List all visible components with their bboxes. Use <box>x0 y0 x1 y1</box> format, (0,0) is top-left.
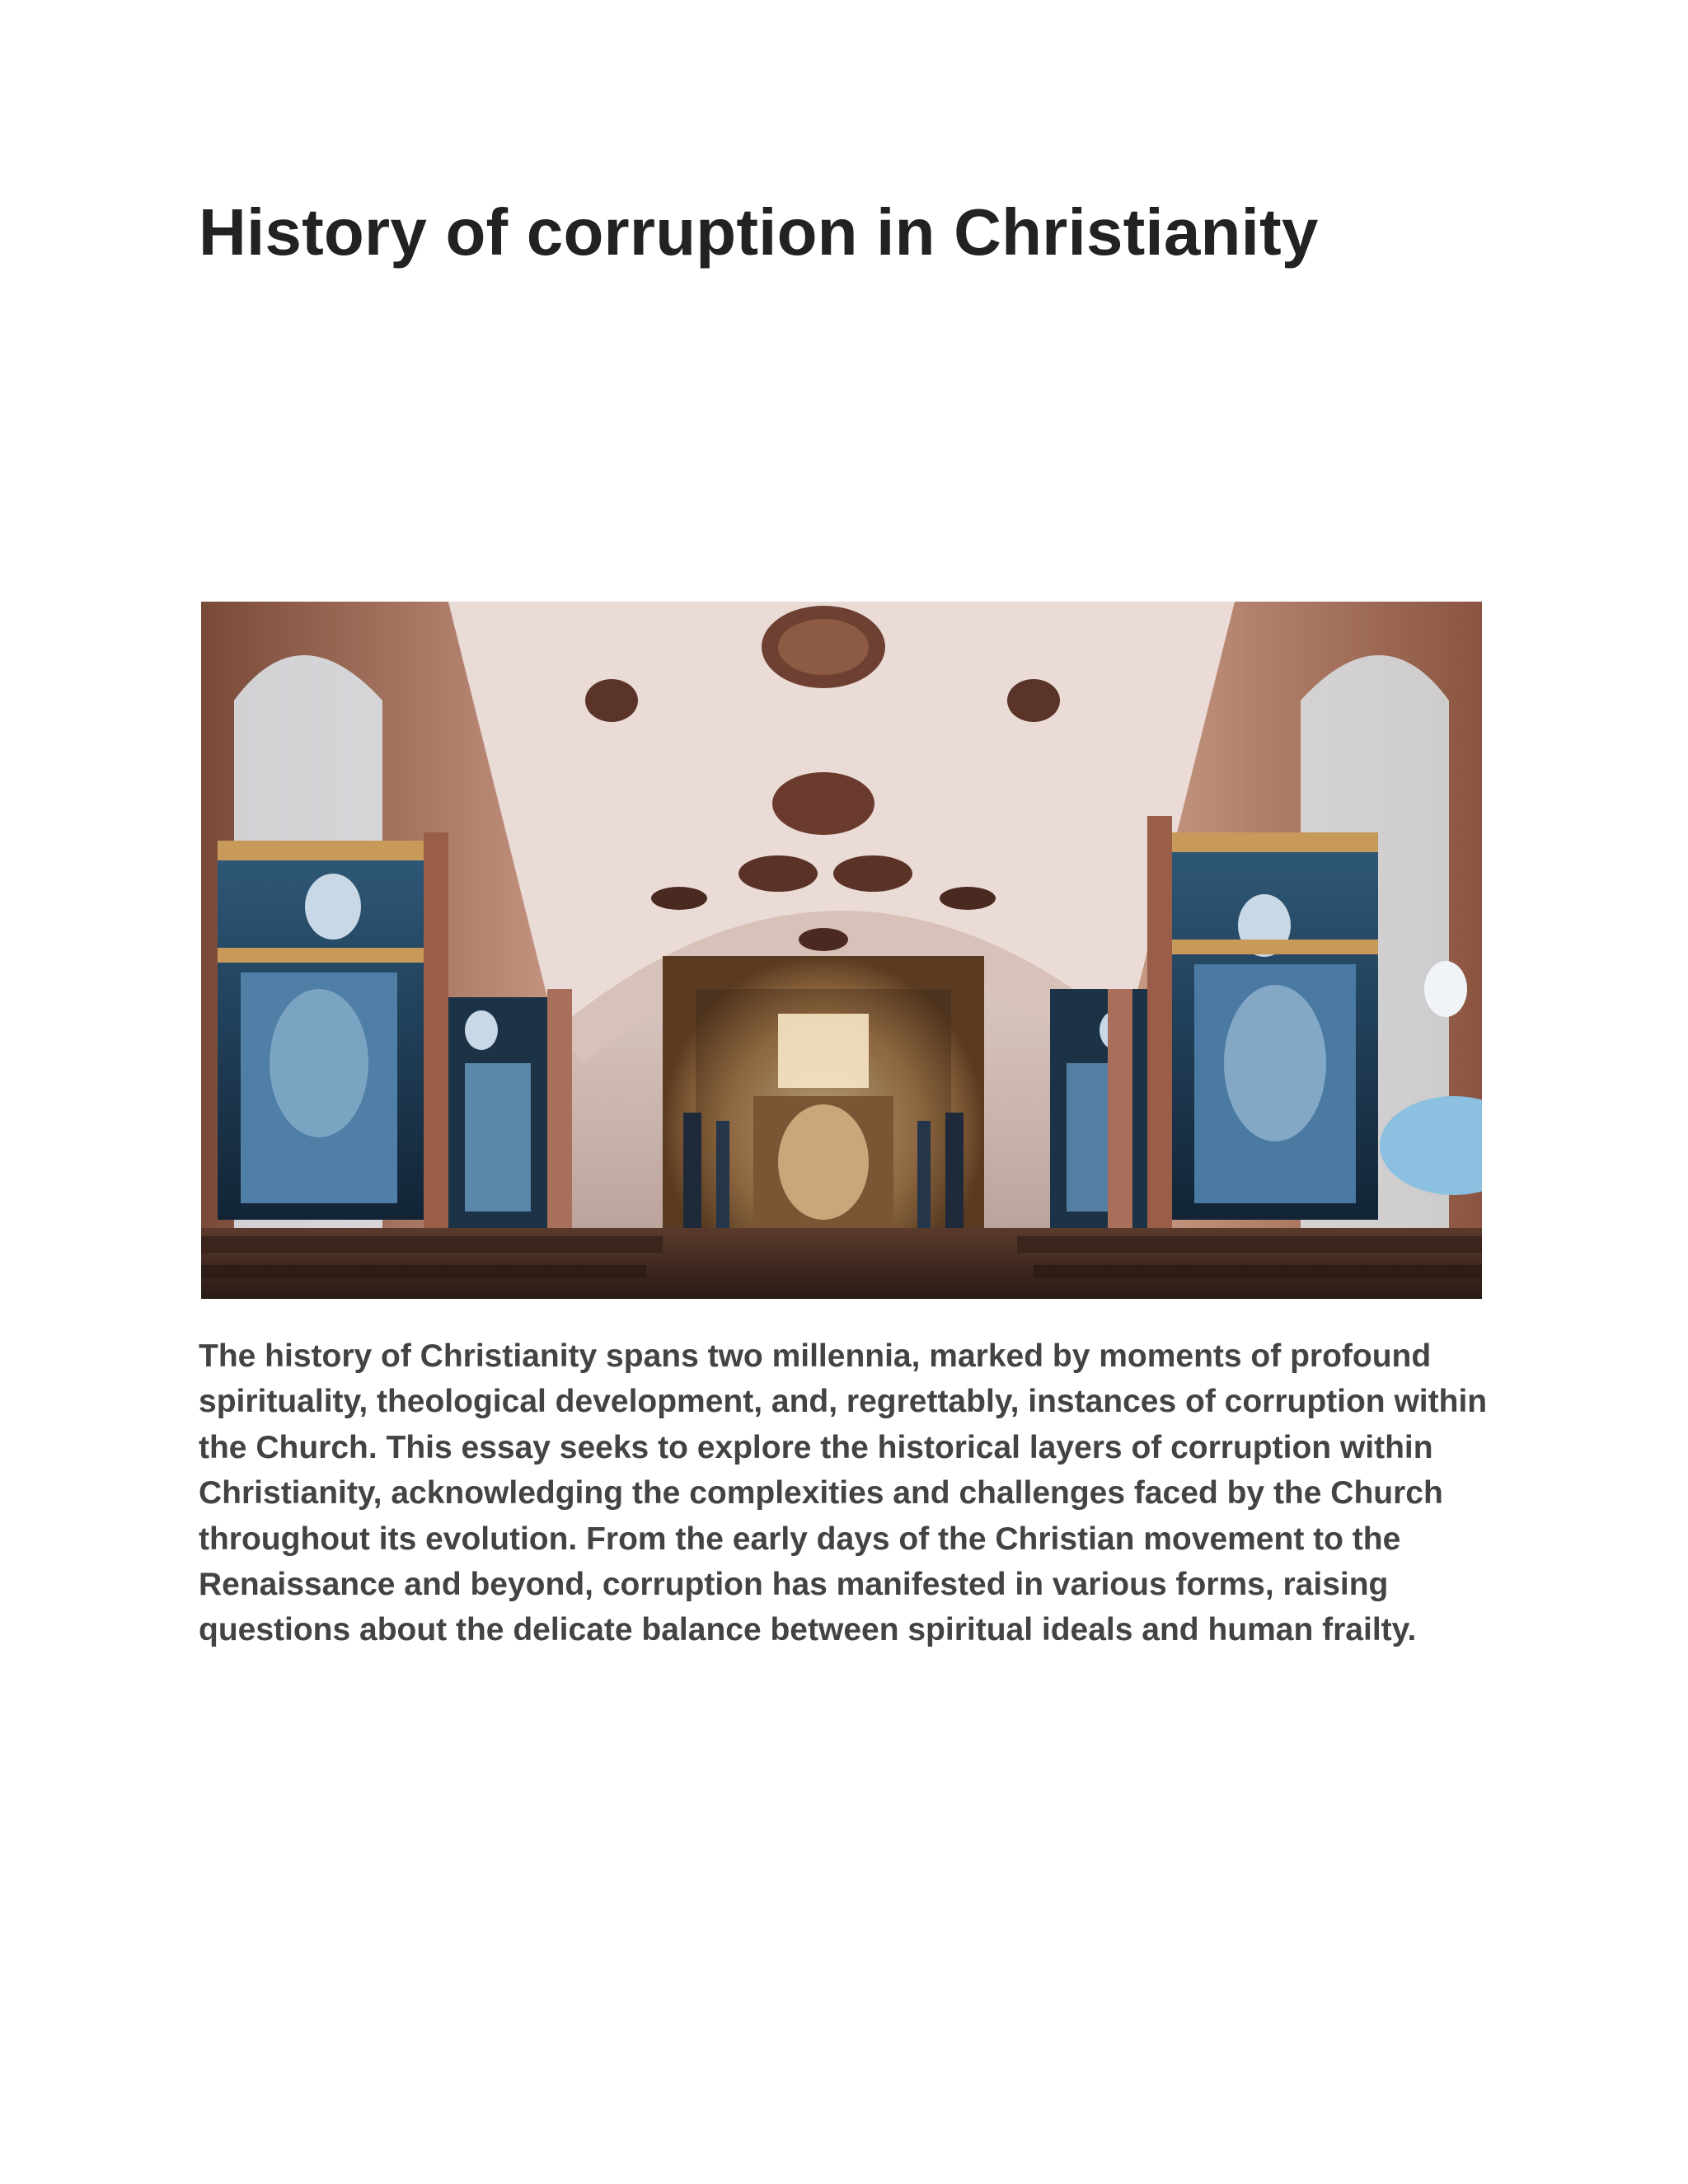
church-interior-illustration <box>201 602 1482 1299</box>
document-title: History of corruption in Christianity <box>199 195 1319 269</box>
intro-paragraph: The history of Christianity spans two millennia, marked by moments of profound spirituality, theological development, and, regrettably, instances of corruption within the Church. This essay seeks to explore the historical layers of corruption within Christianity, acknowledging the complexities and challenges faced by the Church throughout its evolution. From the early days of the Christian movement to the Renaissance and beyond, corruption has manifested in various forms, raising questions about the delicate balance between spiritual ideals and human frailty. <box>199 1338 1488 1648</box>
church-interior-photo <box>201 602 1482 1299</box>
